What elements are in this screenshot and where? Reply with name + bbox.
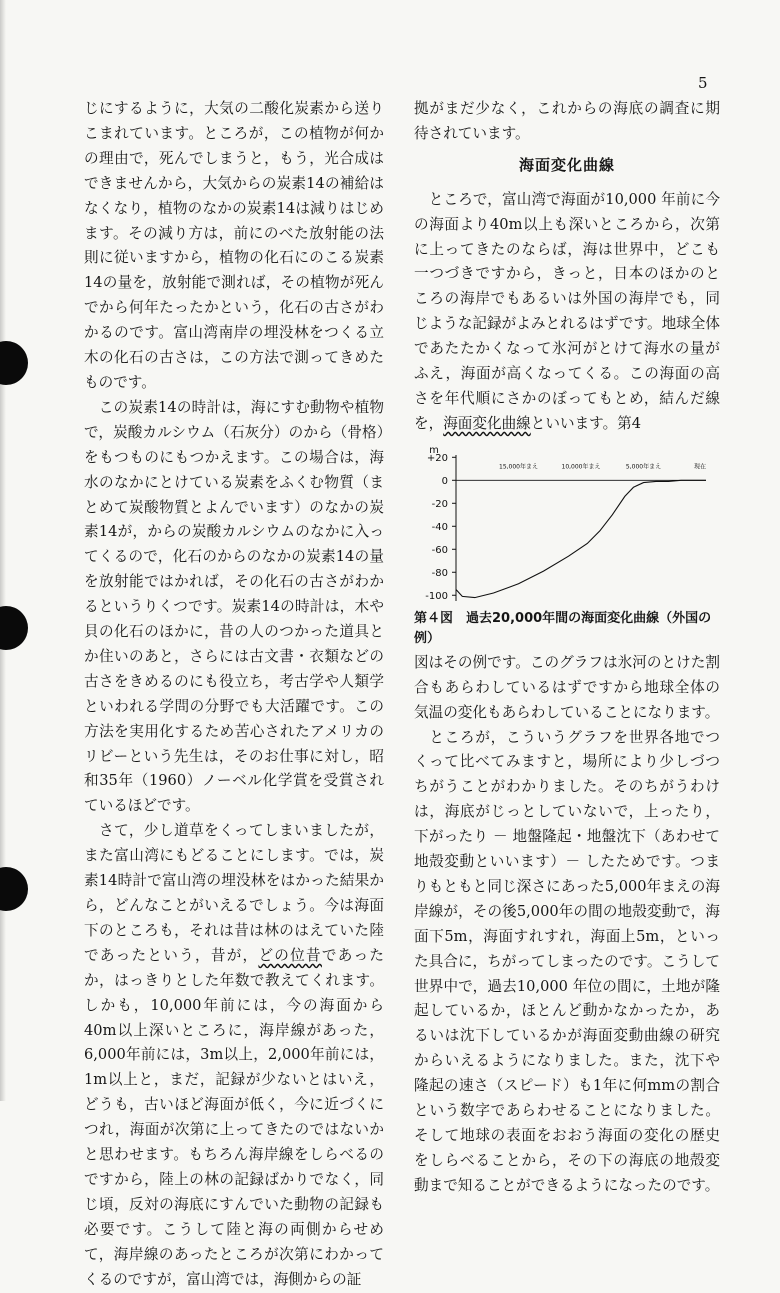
paragraph-text: さて，少し道草をくってしまいましたが，また富山湾にもどることにします。では，炭素14時計で富山湾の埋没林をはかった結果から，どんなことがいえるでしょう。今は海面下のところも，それは昔は林のはえていた陸であったという，昔が， [84,822,384,964]
page-number: 5 [698,74,708,92]
punch-hole [0,606,28,650]
y-tick-label: -60 [431,544,448,556]
chart-svg [414,441,714,607]
y-tick-label: -80 [431,567,448,579]
punch-hole [0,341,28,385]
paragraph: 図はその例です。このグラフは氷河のとけた割合もあらわしているはずですから地球全体の気温の変化もあらわしていることになります。 [414,653,720,721]
page-edge-shadow [0,0,6,1101]
y-tick-label: +20 [426,452,448,464]
y-tick-label: -20 [431,498,448,510]
left-column [84,97,384,1293]
figure-caption: 第４図 過去20,000年間の海面変化曲線（外国の例） [414,610,712,646]
y-tick-label: -40 [431,521,448,533]
punch-hole [0,867,28,911]
emphasized-phrase: どの位昔 [258,946,322,964]
x-era-label: 10,000年まえ [561,463,601,471]
paragraph-text: であったか，はっきりとした年数で教えてくれます。しかも，10,000年前には，今の海面から40m以上深いところに，海岸線があった，6,000年前には，3m以上，2,000年前には，1m以上と，まだ，記録が少ないとはいえ，どうも，古いほど海面が低く，今に近づくにつれ，海面が次第に上ってきたのではないかと思わせます。もちろん海岸線をしらべるのですから，陸上の林の記録ばかりでなく，同じ頃，反対の海底にすんでいた動物の記録も必要です。こうして陸と海の両側からせめて，海岸線のあったところが次第にわかってくるのですが，富山湾では，海側からの証 [84,946,384,1288]
paragraph [84,819,384,1292]
right-column [414,97,720,1199]
section-heading: 海面変化曲線 [518,155,615,174]
sea-level-chart [414,441,714,607]
x-era-label: 現在 [693,463,706,471]
x-era-label: 5,000年まえ [625,463,662,471]
key-term: 海面変化曲線 [443,414,531,432]
paragraph: 拠がまだ少なく，これからの海底の調査に期待されています。 [414,100,720,142]
paragraph: ところが，こういうグラフを世界各地でつくって比べてみますと，場所により少しづつちがうことがわかりました。そのちがうわけは，海底がじっとしていないで，上ったり，下がったり － 地盤隆起・地盤沈下（あわせて地殻変動といいます）－ したためです。つまりもともと同じ深さにあった5,000年まえの海岸線が，その後5,000年の間の地殻変動で，海面下5m，海面すれすれ，海面上5m，といった具合に，ちがってしまったのです。こうして世界中で，過去10,000 年位の間に，土地が隆起しているか，ほとんど動かなかったか，あるいは沈下しているかが海面変動曲線の研究からいえるようになりました。また，沈下や隆起の速さ（スピード）も1年に何mmの割合という数字であらわせることになりました。そして地球の表面をおおう海面の変化の歴史をしらべることから，その下の海底の地殻変動まで知ることができるようになったのです。 [414,728,720,1194]
paragraph: じにするように，大気の二酸化炭素から送りこまれています。ところが，この植物が何かの理由で，死んでしまうと，もう，光合成はできませんから，大気からの炭素14の補給はなくなり，植物のなかの炭素14は減りはじめます。その減り方は，前にのべた放射能の法則に従いますから，植物の化石にのこる炭素14の量を，放射能で測れば，その植物が死んでから何年たったかという，化石の古さがわかるのです。富山湾南岸の埋没林をつくる立木の化石の古さは，この方法で測ってきめたものです。 [84,100,384,391]
paragraph [414,188,720,437]
paragraph-text: ところで，富山湾で海面が10,000 年前に今の海面より40m以上も深いところから，次第に上ってきたのならば，海は世界中，どこも一つづきですから，きっと，日本のほかのところの海岸でもあるいは外国の海岸でも，同じような記録がよみとれるはずです。地球全体であたたかくなって氷河がとけて海水の量がふえ，海面が高くなってくる。この海面の高さを年代順にさかのぼってもとめ，結んだ線を， [414,190,720,432]
y-tick-label: 0 [441,475,448,487]
paragraph-text: といいます。第4 [530,414,642,432]
sea-level-curve [456,480,706,597]
paragraph: この炭素14の時計は，海にすむ動物や植物で，炭酸カルシウム（石灰分）のから（骨格）をもつものにもつかえます。この場合は，海水のなかにとけている炭素をふくむ物質（まとめて炭酸物質とよんでいます）のなかの炭素14が，からの炭酸カルシウムのなかに入ってくるので，化石のからのなかの炭素14の量を放射能ではかれば，その化石の古さがわかるというりくつです。炭素14の時計は，木や貝の化石のほかに，昔の人のつかった道具とか住いのあと，さらには古文書・衣類などの古さをきめるのにも役立ち，考古学や人類学といわれる学問の分野でも大活躍です。この方法を実用化するため苦心されたアメリカのリビーという先生は，そのお仕事に対し，昭和35年（1960）ノーベル化学賞を受賞されているほどです。 [84,398,384,815]
y-tick-label: -100 [425,590,448,602]
y-unit-label: m [429,444,439,456]
x-era-label: 15,000年まえ [499,463,538,471]
